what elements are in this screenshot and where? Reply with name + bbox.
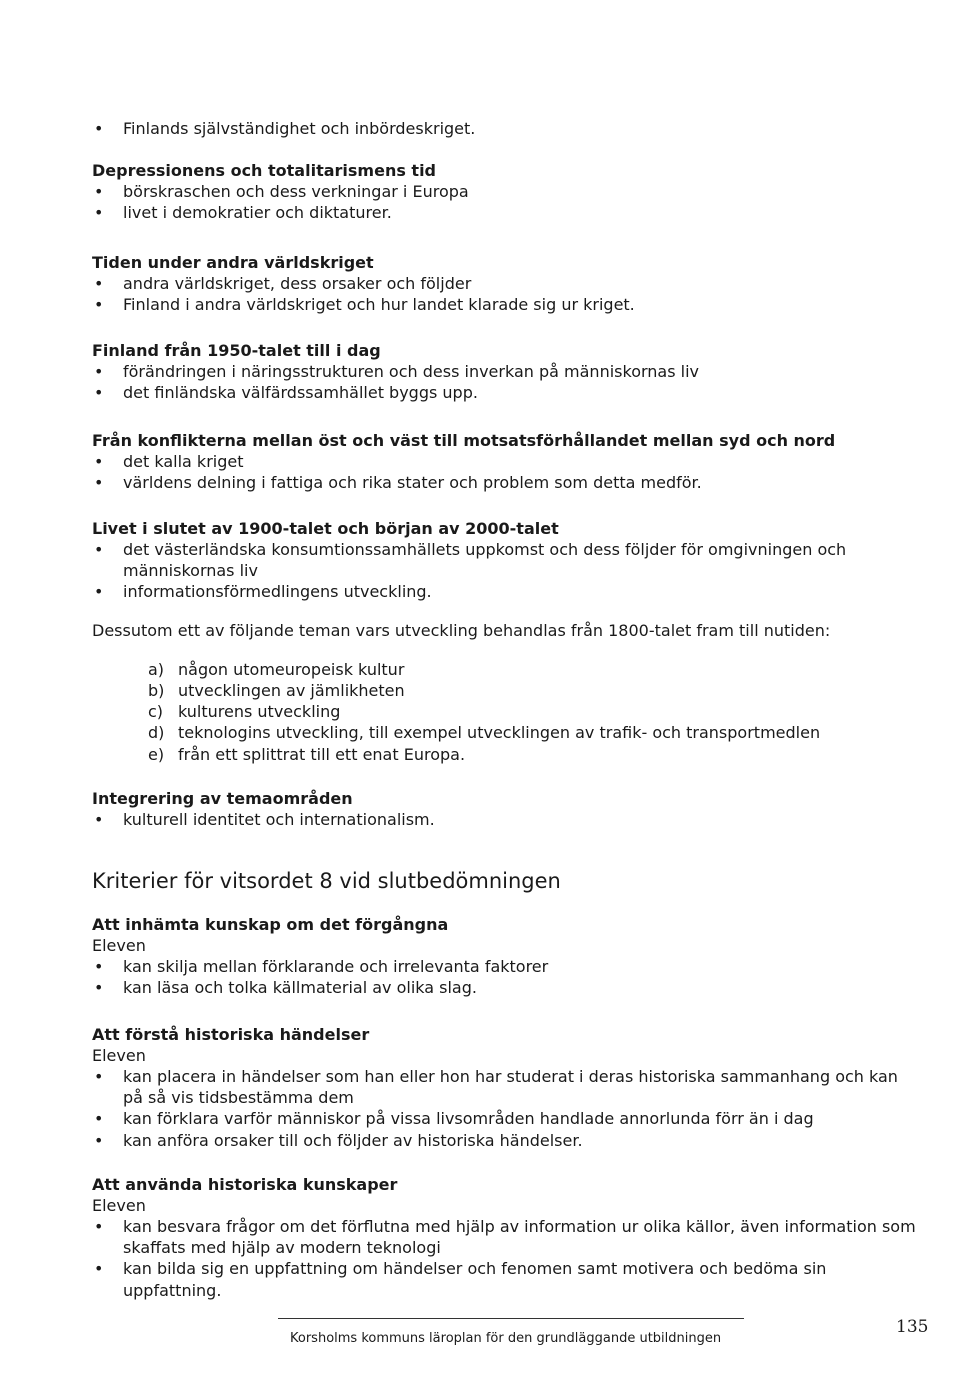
list-item: • kan besvara frågor om det förflutna med hjälp av information ur olika källor, även information som skaffats med hjälp av modern teknologi — [92, 1216, 922, 1258]
additional-themes — [92, 620, 922, 765]
footer-divider — [278, 1318, 744, 1319]
list-item: • kan anföra orsaker till och följder av historiska händelser. — [92, 1130, 922, 1151]
section-list — [92, 451, 922, 493]
section-conflicts — [92, 430, 922, 493]
list-item: • förändringen i näringsstrukturen och dess inverkan på människornas liv — [92, 361, 922, 382]
list-item — [148, 680, 922, 701]
list-item: • börskraschen och dess verkningar i Europa — [92, 181, 922, 202]
intro-section — [92, 118, 922, 139]
list-text: teknologins utveckling, till exempel utvecklingen av trafik- och transportmedlen — [178, 723, 821, 743]
list-item: • andra världskriget, dess orsaker och följder — [92, 273, 922, 294]
list-text: utvecklingen av jämlikheten — [178, 681, 405, 701]
list-item — [148, 722, 922, 743]
section-life-1900-2000 — [92, 518, 922, 602]
list-marker: b) — [148, 681, 165, 701]
list-item: • det kalla kriget — [92, 451, 922, 472]
list-item: • kan placera in händelser som han eller hon har studerat i deras historiska sammanhang och kan på så vis tidsbestämma dem — [92, 1066, 922, 1108]
list-item: • det västerländska konsumtionssamhällets uppkomst och dess följder för omgivningen och människornas liv — [92, 539, 922, 581]
criteria-knowledge — [92, 914, 922, 998]
section-ww2 — [92, 252, 922, 315]
additional-intro: Dessutom ett av följande teman vars utveckling behandlas från 1800-talet fram till nutiden: — [92, 621, 831, 640]
footer-text: Korsholms kommuns läroplan för den grundläggande utbildningen — [290, 1331, 722, 1346]
list-marker: e) — [148, 744, 165, 764]
list-item: • det finländska välfärdssamhället byggs upp. — [92, 382, 922, 403]
section-heading: Att förstå historiska händelser — [92, 1025, 370, 1044]
list-text: kulturens utveckling — [178, 702, 341, 722]
list-item — [148, 659, 922, 680]
list-text: från ett splittrat till ett enat Europa. — [178, 744, 466, 764]
list-marker: d) — [148, 723, 165, 743]
list-item: • kulturell identitet och internationalism. — [92, 809, 922, 830]
list-item: • kan förklara varför människor på vissa livsområden handlade annorlunda förr än i dag — [92, 1108, 922, 1129]
intro-list — [92, 118, 922, 139]
section-list — [92, 539, 922, 602]
section-heading: Från konflikterna mellan öst och väst till motsatsförhållandet mellan syd och nord — [92, 431, 836, 450]
list-item — [148, 744, 922, 765]
list-item: • informationsförmedlingens utveckling. — [92, 581, 922, 602]
section-heading: Att inhämta kunskap om det förgångna — [92, 915, 449, 934]
list-item: • Finland i andra världskriget och hur landet klarade sig ur kriget. — [92, 294, 922, 315]
section-heading: Finland från 1950-talet till i dag — [92, 341, 381, 360]
list-item: • världens delning i fattiga och rika stater och problem som detta medför. — [92, 472, 922, 493]
criteria-subject: Eleven — [92, 936, 146, 956]
page-number: 135 — [896, 1317, 929, 1337]
list-item: • kan skilja mellan förklarande och irrelevanta faktorer — [92, 956, 922, 977]
list-marker: c) — [148, 702, 164, 722]
list-item — [148, 701, 922, 722]
section-list — [92, 809, 922, 830]
section-list — [92, 361, 922, 403]
section-heading: Depressionens och totalitarismens tid — [92, 161, 437, 180]
theme-list — [92, 659, 922, 765]
section-heading: Att använda historiska kunskaper — [92, 1175, 398, 1194]
integration-section — [92, 788, 922, 830]
section-list — [92, 1066, 922, 1150]
section-heading: Livet i slutet av 1900-talet och början av 2000-talet — [92, 519, 559, 538]
criteria-subject: Eleven — [92, 1046, 146, 1066]
criteria-using — [92, 1174, 922, 1301]
criteria-title-block — [92, 868, 922, 896]
list-marker: a) — [148, 660, 165, 680]
section-list — [92, 1216, 922, 1300]
section-finland-1950 — [92, 340, 922, 403]
section-heading: Tiden under andra världskriget — [92, 253, 374, 272]
criteria-understanding — [92, 1024, 922, 1151]
section-heading: Integrering av temaområden — [92, 789, 353, 808]
list-item: • livet i demokratier och diktaturer. — [92, 202, 922, 223]
list-item: • kan läsa och tolka källmaterial av olika slag. — [92, 977, 922, 998]
section-list — [92, 273, 922, 315]
list-item: • kan bilda sig en uppfattning om händelser och fenomen samt motivera och bedöma sin uppfattning. — [92, 1258, 922, 1300]
section-list — [92, 956, 922, 998]
criteria-subject: Eleven — [92, 1196, 146, 1216]
list-text: någon utomeuropeisk kultur — [178, 660, 405, 680]
criteria-title: Kriterier för vitsordet 8 vid slutbedömningen — [92, 869, 561, 893]
section-list — [92, 181, 922, 223]
list-item: • Finlands självständighet och inbördeskriget. — [92, 118, 922, 139]
section-depression — [92, 160, 922, 223]
